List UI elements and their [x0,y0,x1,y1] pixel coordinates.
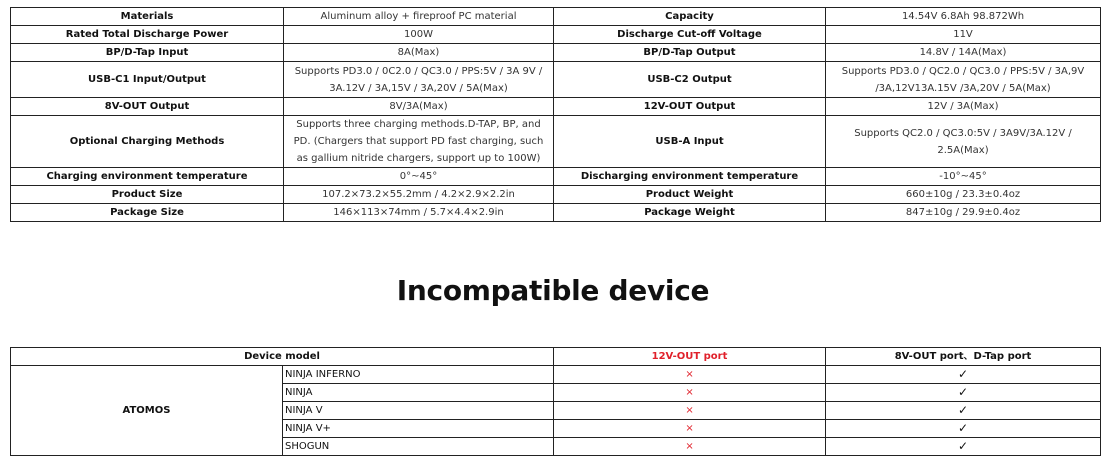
spec-label: Capacity [554,8,826,26]
spec-label: Charging environment temperature [11,168,284,186]
header-device-model: Device model [11,348,554,366]
device-model: SHOGUN [283,438,554,456]
spec-label: USB-C2 Output [554,62,826,98]
incompatible-mark: × [554,384,826,402]
spec-label: Product Size [11,186,284,204]
compatible-check: ✓ [826,384,1101,402]
spec-label: Package Size [11,204,284,222]
spec-row [11,98,1101,116]
spec-label: 12V-OUT Output [554,98,826,116]
spec-value: 12V / 3A(Max) [826,98,1101,116]
spec-value: 8A(Max) [284,44,554,62]
spec-value: Supports PD3.0 / QC2.0 / QC3.0 / PPS:5V / 3A,9V /3A,12V13A.15V /3A,20V / 5A(Max) [826,62,1101,98]
device-model: NINJA INFERNO [283,366,554,384]
spec-value: 14.8V / 14A(Max) [826,44,1101,62]
spec-label: USB-A Input [554,116,826,168]
incompatible-mark: × [554,366,826,384]
spec-label: Package Weight [554,204,826,222]
spec-value: 14.54V 6.8Ah 98.872Wh [826,8,1101,26]
compatible-check: ✓ [826,420,1101,438]
spec-row [11,204,1101,222]
compatible-check: ✓ [826,366,1101,384]
device-model: NINJA [283,384,554,402]
spec-row [11,116,1101,168]
incompatible-device-table [10,347,1101,456]
section-title: Incompatible device [396,274,710,307]
spec-value: 100W [284,26,554,44]
device-model: NINJA V+ [283,420,554,438]
spec-label: Materials [11,8,284,26]
spec-value: 847±10g / 29.9±0.4oz [826,204,1101,222]
incompatible-mark: × [554,420,826,438]
incompatible-mark: × [554,402,826,420]
device-model: NINJA V [283,402,554,420]
spec-row [11,168,1101,186]
spec-value: Supports QC2.0 / QC3.0:5V / 3A9V/3A.12V / 2.5A(Max) [826,116,1101,168]
spec-label: BP/D-Tap Input [11,44,284,62]
table-header-row [11,348,1101,366]
spec-value: 0°~45° [284,168,554,186]
spec-value: 660±10g / 23.3±0.4oz [826,186,1101,204]
spec-value: Aluminum alloy + fireproof PC material [284,8,554,26]
spec-value: 146×113×74mm / 5.7×4.4×2.9in [284,204,554,222]
spec-value: -10°~45° [826,168,1101,186]
compatible-check: ✓ [826,402,1101,420]
spec-value: Supports three charging methods.D-TAP, BP, and PD. (Chargers that support PD fast charging, such as gallium nitride chargers, support up to 100W) [284,116,554,168]
spec-row [11,62,1101,98]
spec-row [11,186,1101,204]
spec-row [11,26,1101,44]
spec-row [11,44,1101,62]
header-12v-out-port: 12V-OUT port [554,348,826,366]
spec-label: Product Weight [554,186,826,204]
brand-name: ATOMOS [11,366,283,456]
spec-label: 8V-OUT Output [11,98,284,116]
compatible-check: ✓ [826,438,1101,456]
spec-value: 107.2×73.2×55.2mm / 4.2×2.9×2.2in [284,186,554,204]
spec-label: USB-C1 Input/Output [11,62,284,98]
spec-label: Discharging environment temperature [554,168,826,186]
spec-label: Optional Charging Methods [11,116,284,168]
spec-value: 8V/3A(Max) [284,98,554,116]
spec-value: 11V [826,26,1101,44]
spec-label: Rated Total Discharge Power [11,26,284,44]
spec-label: Discharge Cut-off Voltage [554,26,826,44]
incompatible-mark: × [554,438,826,456]
spec-row [11,8,1101,26]
spec-value: Supports PD3.0 / 0C2.0 / QC3.0 / PPS:5V / 3A 9V / 3A.12V / 3A,15V / 3A,20V / 5A(Max) [284,62,554,98]
spec-label: BP/D-Tap Output [554,44,826,62]
table-row [11,366,1101,384]
header-8v-out-port: 8V-OUT port、D-Tap port [826,348,1101,366]
spec-table [10,7,1101,222]
